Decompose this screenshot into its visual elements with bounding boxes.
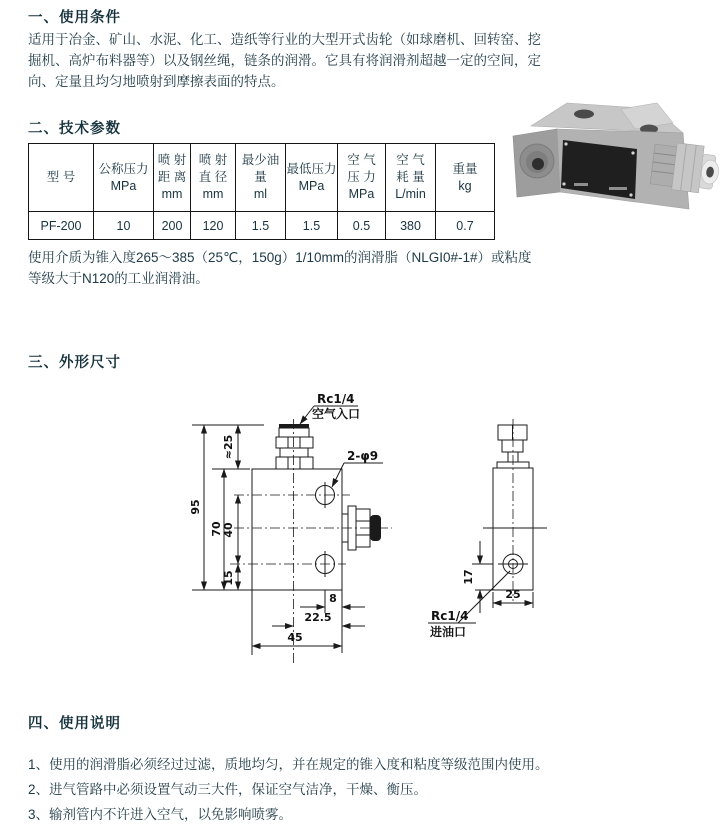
col-header-model: 型 号 bbox=[29, 144, 94, 212]
cell-air-pressure: 0.5 bbox=[338, 212, 386, 240]
usage-conditions-paragraph: 适用于冶金、矿山、水泥、化工、造纸等行业的大型开式齿轮（如球磨机、回转窑、挖掘机、高炉布料器等）以及钢丝绳，链条的润滑。它具有将润滑剂超越一定的空间，定向、定量且均匀地喷射到摩擦表面的特点。 bbox=[28, 32, 541, 89]
section-1-heading: 一、使用条件 bbox=[28, 10, 121, 26]
cell-min-pressure: 1.5 bbox=[286, 212, 338, 240]
holes-callout bbox=[332, 449, 383, 487]
section-2-heading: 二、技术参数 bbox=[28, 121, 121, 137]
col-header-min-oil: 最少油量 ml bbox=[236, 144, 286, 212]
cell-model: PF-200 bbox=[29, 212, 94, 240]
air-inlet-callout bbox=[300, 392, 360, 424]
lubricator-block-photo bbox=[513, 103, 720, 209]
instruction-item-1: 1、使用的润滑脂必须经过过滤，质地均匀，并在规定的锥入度和粘度等级范围内使用。 bbox=[28, 757, 549, 772]
col-header-spray-distance: 喷 射 距 离 mm bbox=[154, 144, 191, 212]
holes-label: 2-φ9 bbox=[347, 449, 379, 463]
col-header-air-pressure: 空 气 压 力 MPa bbox=[338, 144, 386, 212]
cell-weight: 0.7 bbox=[436, 212, 495, 240]
specs-table bbox=[28, 143, 495, 240]
col-header-min-pressure: 最低压力 MPa bbox=[286, 144, 338, 212]
dim-body-depth: 25 bbox=[505, 588, 521, 601]
dim-hole-to-edge: 8 bbox=[329, 592, 337, 605]
dimension-drawing bbox=[160, 385, 600, 677]
side-view bbox=[428, 419, 547, 639]
section-4-heading: 四、使用说明 bbox=[28, 716, 121, 732]
oil-inlet-thread-label: Rc1/4 bbox=[431, 609, 469, 623]
specs-header-row bbox=[29, 144, 495, 212]
specs-data-row bbox=[29, 212, 495, 240]
medium-note-paragraph: 使用介质为锥入度265～385（25℃，150g）1/10mm的润滑脂（NLGI0#-1#）或粘度等级大于N120的工业润滑油。 bbox=[28, 250, 532, 286]
cell-air-consumption: 380 bbox=[386, 212, 436, 240]
cell-nominal-pressure: 10 bbox=[94, 212, 154, 240]
col-header-spray-diameter: 喷 射 直 径 mm bbox=[191, 144, 236, 212]
dim-overall-height: 95 bbox=[189, 499, 202, 515]
cell-min-oil: 1.5 bbox=[236, 212, 286, 240]
usage-instructions-list bbox=[28, 752, 588, 827]
col-header-nominal-pressure: 公称压力 MPa bbox=[94, 144, 154, 212]
front-view bbox=[189, 392, 392, 663]
dim-bottom-offset: 15 bbox=[222, 570, 235, 586]
dim-body-width: 45 bbox=[287, 631, 303, 644]
oil-inlet-label: 进油口 bbox=[430, 625, 467, 639]
col-header-weight: 重量 kg bbox=[436, 144, 495, 212]
air-inlet-label: 空气入口 bbox=[312, 407, 361, 421]
dim-center-to-edge: 22.5 bbox=[304, 611, 332, 624]
dim-inlet-height: 17 bbox=[462, 569, 475, 585]
instruction-item-2: 2、进气管路中必须设置气动三大件，保证空气洁净，干燥、衡压。 bbox=[28, 782, 428, 797]
col-header-air-consumption: 空 气 耗 量 L/min bbox=[386, 144, 436, 212]
dim-fitting-height: ≈25 bbox=[222, 434, 235, 460]
dim-body-height: 70 bbox=[210, 521, 223, 537]
dim-hole-spacing: 40 bbox=[222, 522, 235, 538]
product-photo bbox=[505, 96, 720, 232]
instruction-item-3: 3、输剂管内不许进入空气，以免影响喷雾。 bbox=[28, 807, 293, 822]
section-3-heading: 三、外形尺寸 bbox=[28, 355, 121, 371]
cell-spray-diameter: 120 bbox=[191, 212, 236, 240]
cell-spray-distance: 200 bbox=[154, 212, 191, 240]
air-inlet-thread-label: Rc1/4 bbox=[317, 392, 355, 406]
